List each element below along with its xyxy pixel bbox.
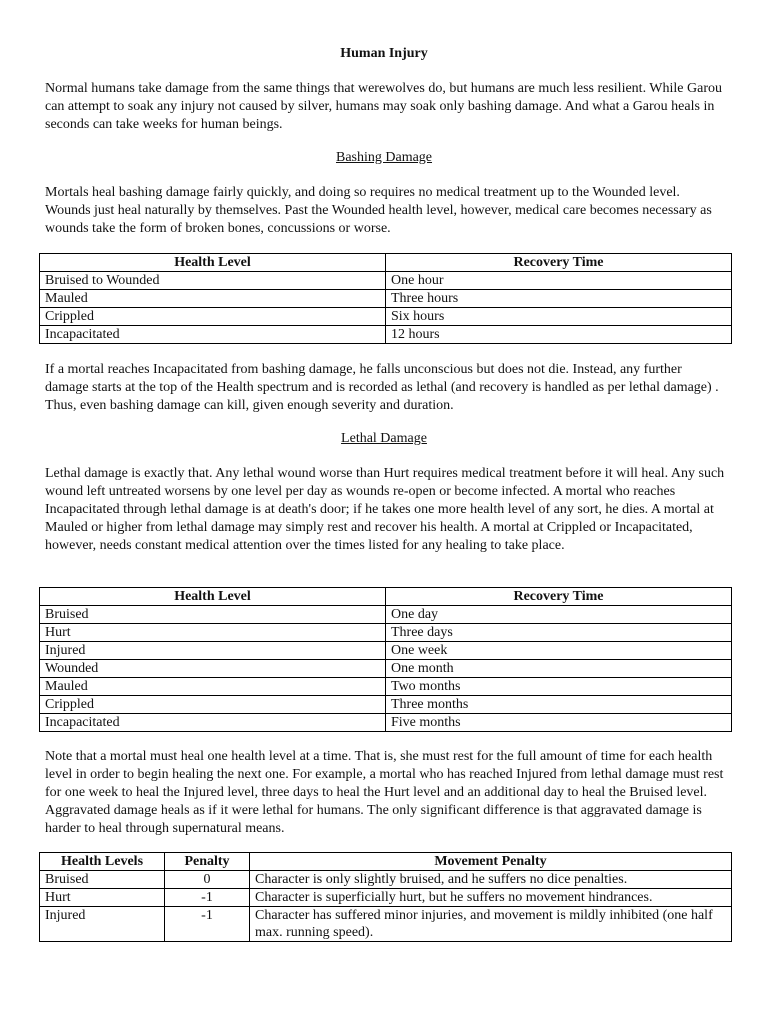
col-header-health-level: Health Level xyxy=(40,588,386,606)
cell-health-level: Injured xyxy=(40,907,165,942)
table-row xyxy=(40,642,732,660)
cell-penalty: -1 xyxy=(165,889,250,907)
cell-penalty: 0 xyxy=(165,871,250,889)
cell-recovery-time: Three days xyxy=(386,624,732,642)
col-header-movement-penalty: Movement Penalty xyxy=(250,853,732,871)
cell-health-level: Bruised xyxy=(40,606,386,624)
cell-recovery-time: 12 hours xyxy=(386,326,732,344)
bashing-heading: Bashing Damage xyxy=(335,150,433,165)
col-header-health-levels: Health Levels xyxy=(40,853,165,871)
table-row xyxy=(40,696,732,714)
cell-health-level: Mauled xyxy=(40,290,386,308)
cell-health-level: Hurt xyxy=(40,624,386,642)
cell-health-level: Injured xyxy=(40,642,386,660)
col-header-recovery-time: Recovery Time xyxy=(386,254,732,272)
cell-health-level: Mauled xyxy=(40,678,386,696)
lethal-paragraph: Lethal damage is exactly that. Any lethal wound worse than Hurt requires medical treatment before it will heal. Any such wound left untreated worsens by one level per day as wounds re-open or become infected. A mortal who reaches Incapacitated through lethal damage is at death's door; if he takes one more health level of any sort, he dies. A mortal at Mauled or higher from lethal damage may simply rest and recover his health. A mortal at Crippled or Incapacitated, however, needs constant medical attention over the times listed for any healing to take place. xyxy=(45,466,725,553)
col-header-penalty: Penalty xyxy=(165,853,250,871)
cell-health-level: Bruised xyxy=(40,871,165,889)
lethal-recovery-table xyxy=(39,587,732,732)
table-row xyxy=(40,272,732,290)
table-row xyxy=(40,308,732,326)
bashing-after-paragraph: If a mortal reaches Incapacitated from bashing damage, he falls unconscious but does not die. Instead, any further damage starts at the top of the Health spectrum and is recorded as lethal (and recovery is handled as per lethal damage) . Thus, even bashing damage can kill, given enough severity and duration. xyxy=(45,362,719,413)
cell-recovery-time: One week xyxy=(386,642,732,660)
page-title: Human Injury xyxy=(340,46,428,61)
table-header-row xyxy=(40,588,732,606)
cell-recovery-time: One day xyxy=(386,606,732,624)
cell-health-level: Incapacitated xyxy=(40,326,386,344)
cell-recovery-time: Six hours xyxy=(386,308,732,326)
cell-recovery-time: Three hours xyxy=(386,290,732,308)
cell-health-level: Wounded xyxy=(40,660,386,678)
movement-penalty-table xyxy=(39,852,732,942)
cell-health-level: Hurt xyxy=(40,889,165,907)
table-header-row xyxy=(40,254,732,272)
cell-recovery-time: Two months xyxy=(386,678,732,696)
table-row xyxy=(40,290,732,308)
cell-movement-penalty: Character is only slightly bruised, and he suffers no dice penalties. xyxy=(250,871,732,889)
note-paragraph: Note that a mortal must heal one health level at a time. That is, she must rest for the full amount of time for each health level in order to begin healing the next one. For example, a mortal who has reached Injured from lethal damage must rest for one week to heal the Injured level, three days to heal the Hurt level and an additional day to heal the Bruised level. Aggravated damage heals as if it were lethal for humans. The only significant difference is that aggravated damage is harder to heal through supernatural means. xyxy=(45,749,724,836)
col-header-recovery-time: Recovery Time xyxy=(386,588,732,606)
cell-health-level: Incapacitated xyxy=(40,714,386,732)
cell-penalty: -1 xyxy=(165,907,250,942)
cell-health-level: Crippled xyxy=(40,696,386,714)
table-row xyxy=(40,606,732,624)
table-row xyxy=(40,907,732,942)
bashing-paragraph: Mortals heal bashing damage fairly quickly, and doing so requires no medical treatment up to the Wounded level. Wounds just heal naturally by themselves. Past the Wounded health level, however, medical care becomes necessary as wounds take the form of broken bones, concussions or worse. xyxy=(45,185,712,236)
table-row xyxy=(40,624,732,642)
col-header-health-level: Health Level xyxy=(40,254,386,272)
table-row xyxy=(40,678,732,696)
cell-movement-penalty: Character has suffered minor injuries, and movement is mildly inhibited (one half max. running speed). xyxy=(250,907,732,942)
table-row xyxy=(40,871,732,889)
table-row xyxy=(40,660,732,678)
table-row xyxy=(40,889,732,907)
cell-recovery-time: Three months xyxy=(386,696,732,714)
cell-recovery-time: One hour xyxy=(386,272,732,290)
cell-movement-penalty: Character is superficially hurt, but he suffers no movement hindrances. xyxy=(250,889,732,907)
cell-recovery-time: One month xyxy=(386,660,732,678)
cell-recovery-time: Five months xyxy=(386,714,732,732)
bashing-recovery-table xyxy=(39,253,732,344)
intro-paragraph: Normal humans take damage from the same things that werewolves do, but humans are much less resilient. While Garou can attempt to soak any injury not caused by silver, humans may soak only bashing damage. And what a Garou heals in seconds can take weeks for human beings. xyxy=(45,81,723,132)
table-row xyxy=(40,714,732,732)
table-row xyxy=(40,326,732,344)
lethal-heading: Lethal Damage xyxy=(341,431,427,446)
cell-health-level: Crippled xyxy=(40,308,386,326)
cell-health-level: Bruised to Wounded xyxy=(40,272,386,290)
table-header-row xyxy=(40,853,732,871)
